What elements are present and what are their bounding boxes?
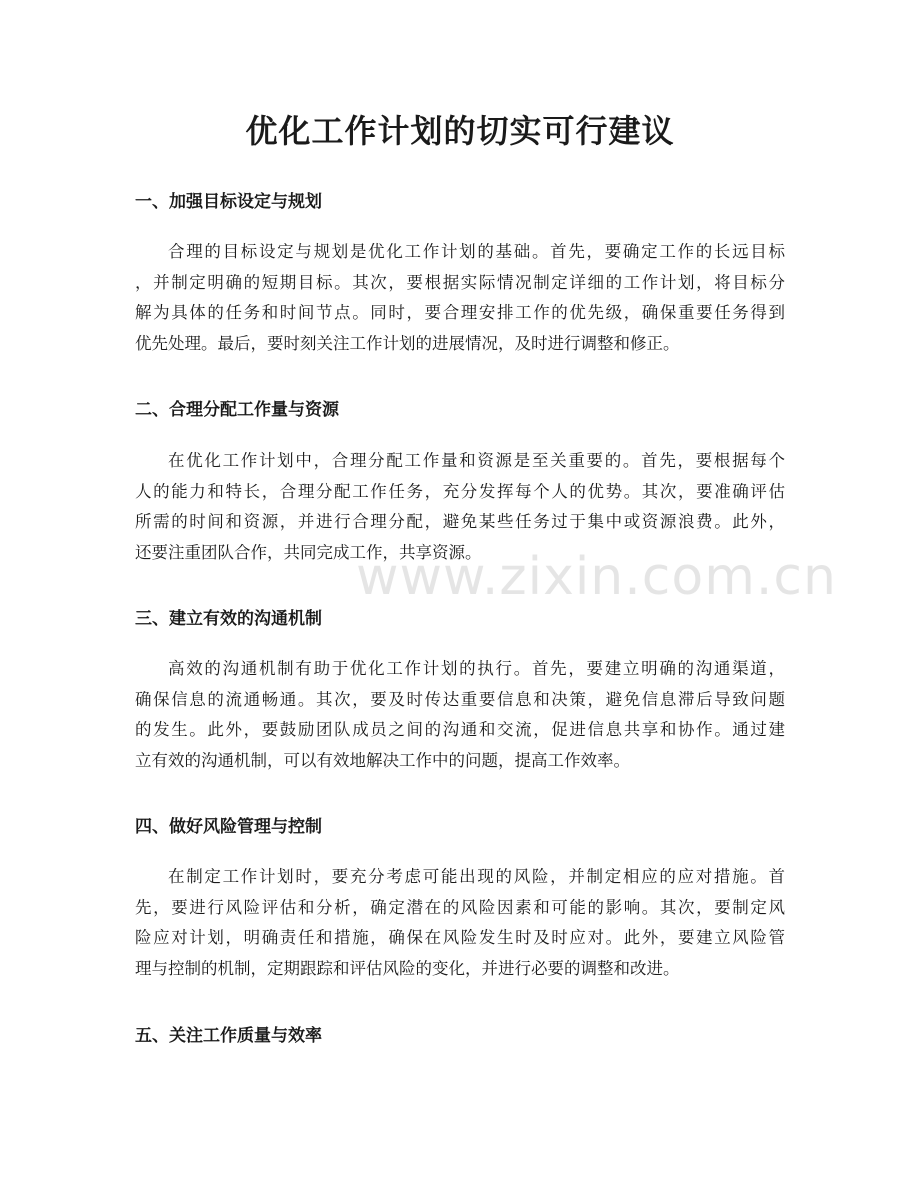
paragraph-line: 人的能力和特长，合理分配工作任务，充分发挥每个人的优势。其次，要准确评估 [135,481,785,501]
paragraph-line: 在制定工作计划时，要充分考虑可能出现的风险，并制定相应的应对措施。首 [168,867,785,886]
paragraph-line: 先，要进行风险评估和分析，确定潜在的风险因素和可能的影响。其次，要制定风 [135,897,785,917]
paragraph-line: 在优化工作计划中，合理分配工作量和资源是至关重要的。首先，要根据每个 [168,451,785,470]
section-heading: 三、建立有效的沟通机制 [135,609,322,629]
section-heading: 四、做好风险管理与控制 [135,817,322,837]
paragraph-line: 解为具体的任务和时间节点。同时，要合理安排工作的优先级，确保重要任务得到 [135,303,785,322]
paragraph-line: 合理的目标设定与规划是优化工作计划的基础。首先，要确定工作的长远目标 [168,242,785,261]
paragraph-line: 所需的时间和资源，并进行合理分配，避免某些任务过于集中或资源浪费。此外， [135,512,785,531]
section-paragraph [135,654,785,776]
paragraph-line: 险应对计划，明确责任和措施，确保在风险发生时及时应对。此外，要建立风险管 [135,928,785,947]
document-title: 优化工作计划的切实可行建议 [245,112,675,150]
paragraph-line: 立有效的沟通机制，可以有效地解决工作中的问题，提高工作效率。 [135,750,630,770]
paragraph-line: ，并制定明确的短期目标。其次，要根据实际情况制定详细的工作计划，将目标分 [135,272,785,292]
section-heading: 五、关注工作质量与效率 [135,1026,322,1046]
paragraph-line: 高效的沟通机制有助于优化工作计划的执行。首先，要建立明确的沟通渠道， [168,659,785,678]
section-paragraph [135,862,785,984]
paragraph-line: 还要注重团队合作，共同完成工作，共享资源。 [135,542,482,562]
section-paragraph [135,446,785,568]
section-paragraph [135,237,785,359]
paragraph-line: 理与控制的机制，定期跟踪和评估风险的变化，并进行必要的调整和改进。 [135,958,680,978]
watermark: www.zixin.com.cn [356,547,837,607]
paragraph-line: 的发生。此外，要鼓励团队成员之间的沟通和交流，促进信息共享和协作。通过建 [135,720,785,739]
section-heading: 一、加强目标设定与规划 [135,192,322,212]
section-heading: 二、合理分配工作量与资源 [135,400,339,420]
paragraph-line: 优先处理。最后，要时刻关注工作计划的进展情况，及时进行调整和修正。 [135,333,680,353]
paragraph-line: 确保信息的流通畅通。其次，要及时传达重要信息和决策，避免信息滞后导致问题 [135,689,785,709]
